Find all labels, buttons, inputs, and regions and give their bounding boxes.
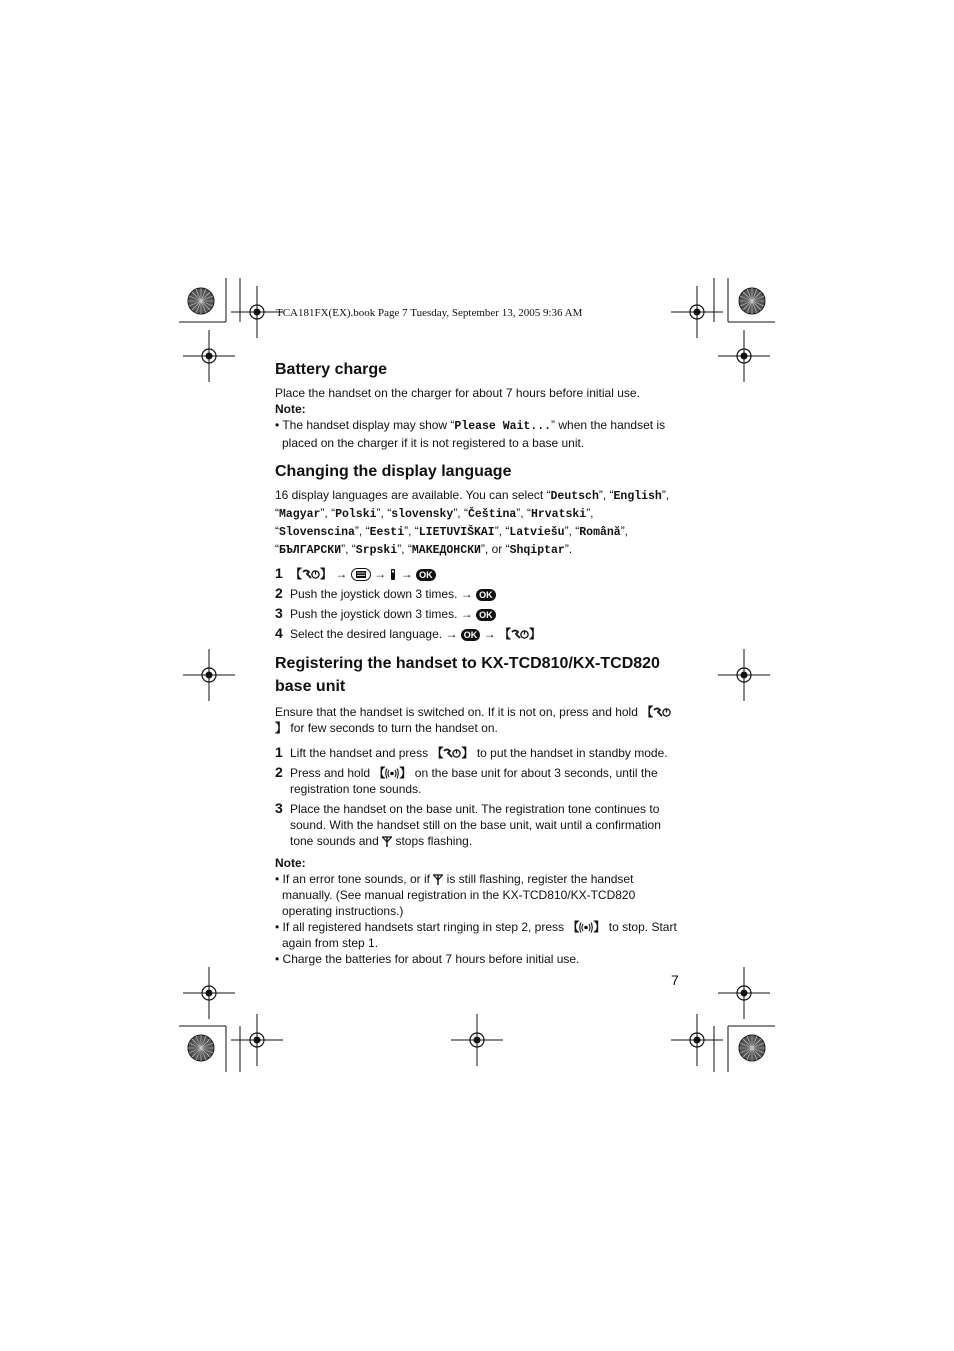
antenna-icon: [433, 874, 443, 885]
off-key-icon: 【 】: [498, 627, 542, 641]
register-title: Registering the handset to KX-TCD810/KX-TCD820 base unit: [275, 655, 660, 695]
language-option: Polski: [335, 508, 377, 521]
star-mark-icon: [739, 1035, 765, 1061]
register-note-label: Note:: [275, 856, 306, 870]
crosshair-icon: [671, 286, 723, 338]
battery-note: • The handset display may show “Please Wait...” when the handset is placed on the charger if it is not registered to a base unit.: [275, 418, 666, 450]
ok-button-icon: OK: [476, 589, 496, 601]
crosshair-icon: [718, 330, 770, 382]
star-mark-icon: [188, 1035, 214, 1061]
crosshair-icon: [671, 1014, 723, 1066]
register-note-2: • If all registered handsets start ringing in step 2, press 【 】 to stop. Start again from step 1.: [275, 920, 677, 950]
or-word: or: [491, 542, 503, 556]
language-option: Čeština: [467, 508, 517, 521]
language-list: 16 display languages are available. You can select “Deutsch”, “English”, “Magyar”, “Polski”, “slovensky”, “Čeština”, “Hrvatski”, “Slovenscina”, “Eesti”, “LIETUVIŠKAI”, “Latviešu”, “Română”, “БЪЛГАРСКИ”, “Srpski”, “МАКЕДОНСКИ”, or “Shqiptar”.: [275, 488, 670, 557]
register-note-3: • Charge the batteries for about 7 hours before initial use.: [275, 952, 580, 966]
battery-note-label: Note:: [275, 402, 306, 416]
battery-title: Battery charge: [275, 361, 388, 378]
locator-key-icon: 【 】: [567, 920, 606, 934]
language-option: Deutsch: [550, 490, 599, 503]
ok-button-icon: OK: [476, 609, 496, 621]
language-title: Changing the display language: [275, 463, 512, 480]
battery-text: Place the handset on the charger for about 7 hours before initial use.: [275, 386, 640, 400]
menu-icon: [351, 568, 371, 581]
register-step-1: 1 Lift the handset and press 【 】 to put the handset in standby mode.: [275, 744, 668, 760]
language-option: Shqiptar: [509, 544, 565, 557]
language-option: Eesti: [369, 526, 405, 539]
off-key-icon: 【 】: [290, 567, 333, 581]
register-step-2: 2 Press and hold 【 】 on the base unit for about 3 seconds, until the registration tone sounds.: [275, 764, 658, 796]
language-option: БЪЛГАРСКИ: [279, 544, 342, 557]
language-option: Slovenscina: [279, 526, 355, 539]
crosshair-icon: [231, 1014, 283, 1066]
language-option: Srpski: [355, 544, 398, 557]
crosshair-icon: [183, 330, 235, 382]
language-step-3: 3 Push the joystick down 3 times. → OK: [275, 605, 680, 622]
language-option: МАКЕДОНСКИ: [411, 544, 481, 557]
crosshair-icon: [451, 1014, 503, 1066]
language-option: Română: [579, 526, 621, 539]
off-key-icon: 【 】: [431, 746, 474, 760]
ok-button-icon: OK: [416, 569, 436, 581]
crosshair-icon: [183, 649, 235, 701]
register-note-1: • If an error tone sounds, or if is still flashing, register the handset manually. (See manual registration in the KX-TCD810/KX-TCD820 operating instructions.): [275, 872, 636, 918]
page-content: [275, 360, 680, 967]
language-option: Magyar: [279, 508, 321, 521]
star-mark-icon: [188, 288, 214, 314]
star-mark-icon: [739, 288, 765, 314]
ok-button-icon: OK: [461, 629, 481, 641]
language-option: LIETUVIŠKAI: [418, 526, 495, 539]
page-number: 7: [671, 972, 679, 988]
language-step-1: 1 【 】 → → → OK: [275, 565, 680, 582]
language-step-2: 2 Push the joystick down 3 times. → OK: [275, 585, 680, 602]
print-header: TCA181FX(EX).book Page 7 Tuesday, September 13, 2005 9:36 AM: [276, 307, 583, 319]
language-option: English: [613, 490, 662, 503]
language-option: slovensky: [391, 508, 454, 521]
crosshair-icon: [718, 649, 770, 701]
crosshair-icon: [183, 967, 235, 1019]
language-option: Hrvatski: [530, 508, 587, 521]
handset-settings-icon: [389, 568, 397, 581]
off-key-icon: 【】: [275, 705, 671, 735]
crosshair-icon: [718, 967, 770, 1019]
register-intro: Ensure that the handset is switched on. If it is not on, press and hold 【】 for few seconds to turn the handset on.: [275, 704, 680, 736]
language-option: Latviešu: [509, 526, 565, 539]
antenna-icon: [382, 836, 392, 847]
language-step-4: 4 Select the desired language. → OK → 【 】: [275, 625, 542, 641]
locator-key-icon: 【 】: [373, 766, 412, 780]
register-step-3: 3 Place the handset on the base unit. The registration tone continues to sound. With the handset still on the base unit, wait until a confirmation tone sounds and stops flashing.: [275, 800, 661, 848]
